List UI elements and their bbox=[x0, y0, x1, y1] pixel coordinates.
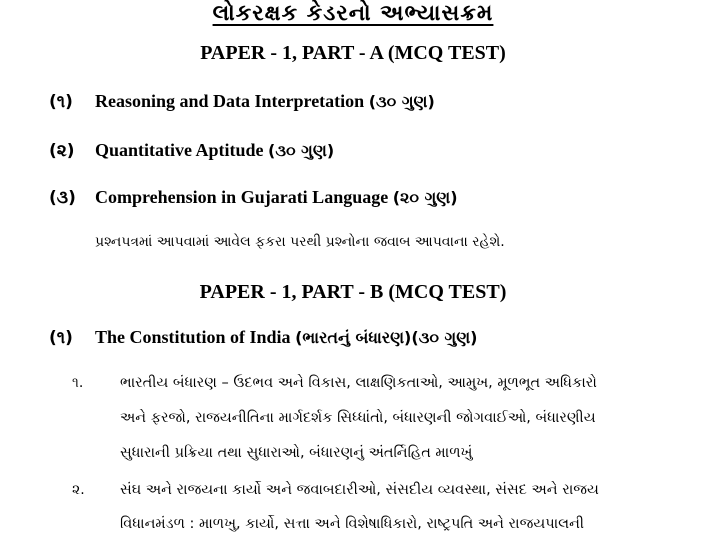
subitem-line: વિધાનમંડળ : માળખુ, કાર્યો, સત્તા અને વિશેષાધિકારો, રાષ્ટ્રપતિ અને રાજયપાલની bbox=[120, 516, 585, 532]
part-a-note: પ્રશ્નપત્રમાં આપવામાં આવેલ ફકરા પરથી પ્રશ્નોના જવાબ આપવાના રહેશે. bbox=[95, 234, 505, 250]
item-marks: (૩૦ ગુણ) bbox=[368, 92, 435, 111]
item-text: Quantitative Aptitude bbox=[95, 140, 264, 160]
item-number: (૧) bbox=[49, 92, 73, 112]
item-marks: (૩૦ ગુણ) bbox=[411, 328, 478, 347]
part-a-item-1 bbox=[49, 91, 435, 112]
item-marks: (૩૦ ગુણ) bbox=[268, 141, 335, 160]
item-number: (૨) bbox=[49, 141, 75, 161]
part-a-item-2 bbox=[49, 140, 334, 161]
item-number: (૧) bbox=[49, 328, 73, 348]
subitem-number: ૨. bbox=[72, 482, 85, 498]
item-number: (૩) bbox=[49, 188, 76, 208]
item-gujarati-title: (ભારતનું બંધારણ) bbox=[295, 328, 412, 347]
subitem-number: ૧. bbox=[72, 375, 84, 391]
subitem-line: સુધારાની પ્રક્રિયા તથા સુધારાઓ, બંધારણનું અંતર્નિહિત માળખું bbox=[120, 445, 473, 461]
part-a-heading: PAPER - 1, PART - A (MCQ TEST) bbox=[200, 42, 506, 64]
syllabus-title-text: લોકરક્ષક કેડરનો અભ્યાસક્રમ bbox=[212, 1, 494, 26]
item-marks: (૨૦ ગુણ) bbox=[392, 188, 458, 207]
subitem-line: અને ફરજો, રાજયનીતિના માર્ગદર્શક સિધ્ધાંતો, બંધારણની જોગવાઈઓ, બંધારણીય bbox=[120, 410, 596, 426]
item-text: Reasoning and Data Interpretation bbox=[95, 91, 365, 111]
item-text: Comprehension in Gujarati Language bbox=[95, 187, 389, 207]
part-a-item-3 bbox=[49, 187, 458, 208]
subitem-line: સંઘ અને રાજયના કાર્યો અને જવાબદારીઓ, સંસદીય વ્યવસ્થા, સંસદ અને રાજય bbox=[120, 482, 599, 498]
part-b-heading: PAPER - 1, PART - B (MCQ TEST) bbox=[199, 281, 507, 303]
syllabus-title bbox=[0, 1, 706, 26]
subitem-line: ભારતીય બંધારણ – ઉદભવ અને વિકાસ, લાક્ષણિકતાઓ, આમુખ, મૂળભૂત અધિકારો bbox=[120, 375, 597, 391]
part-b-item-1 bbox=[49, 327, 478, 348]
item-text: The Constitution of India bbox=[95, 327, 291, 347]
